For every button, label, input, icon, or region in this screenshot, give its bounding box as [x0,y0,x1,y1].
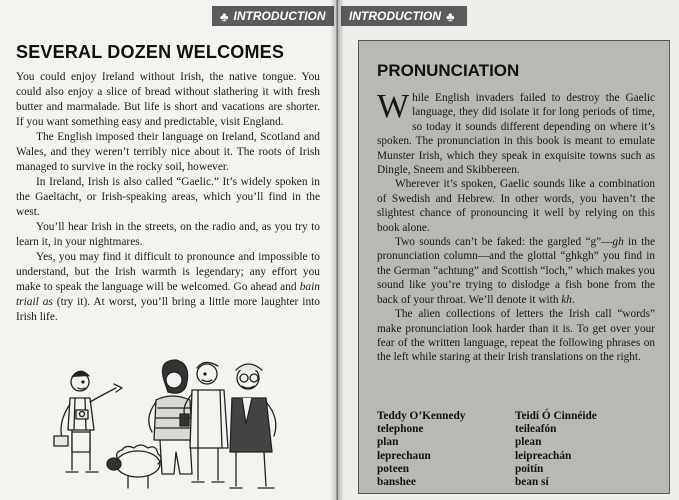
vocab-irish: poitín [515,462,544,475]
section-tab-right [341,6,467,26]
shamrock-icon: ♣ [220,8,229,24]
paragraph [16,250,320,325]
vocab-english: Teddy O’Kennedy [377,410,466,422]
section-tab-label: INTRODUCTION [349,9,441,23]
vocab-irish: Teidí Ó Cinnéide [515,410,597,422]
vocab-irish: plean [515,436,542,449]
paragraph: You could enjoy Ireland without Irish, the native tongue. You could also enjoy a slice of bread without slathering it with fresh butter and marmalade. But life is short and vacations are shorter. If you want something easy and predictable, visit England. [16,71,320,128]
section-tab-left [212,6,334,26]
paragraph: Wherever it’s spoken, Gaelic sounds like a combination of Swedish and Hebrew. In other words, you haven’t the slightest chance of pronouncing it well by relying on this book alone. [377,178,655,234]
vocab-english: telephone [377,423,424,436]
sheep-figure [107,445,161,488]
cartoon-illustration [52,352,282,498]
drop-cap: W [377,88,410,125]
shamrock-icon: ♣ [446,8,455,24]
vocab-list [377,410,657,489]
irish-phrase: bain triail as [16,281,320,308]
paragraph-text: Yes, you may find it difficult to pronounce and impossible to understand, but the Irish warmth is legendary; any effort you make to speak the language will be welcomed. Go ahead and [16,251,320,293]
paragraph: In Ireland, Irish is also called “Gaelic.” It’s widely spoken in the Gaeltacht, or Irish-speaking areas, which you’ll find in the west. [16,176,320,218]
paragraph: The alien collections of letters the Irish call “words” make pronunciation look harder than it is. To get over your fear of the written language, repeat the following phrases on the left while staring at their Irish translations on the right. [377,308,655,364]
body-text [16,70,320,325]
paragraph-text: in the pronunciation column—and the glottal “ghkgh” you find in the German “achtung” and Scottish “loch,” which makes you sound like you’re trying to dislodge a fish bone from the back of your throat. We’ll denote it with [377,236,655,306]
vocab-irish: leipreachán [515,449,572,462]
glasses-man-figure [230,364,276,488]
book-gutter [330,0,344,500]
paragraph: You’ll hear Irish in the streets, on the radio and, as you try to learn it, in your nightmares. [16,221,320,248]
page-title: SEVERAL DOZEN WELCOMES [16,42,285,62]
tourist-figure [54,371,122,472]
paragraph-text: . [571,293,575,306]
box-title: PRONUNCIATION [377,61,520,80]
paragraph-text: Two sounds can’t be faked: the gargled “g”— [395,236,613,249]
vocab-irish: bean sí [515,476,549,489]
paragraph [377,235,655,307]
box-body-text [377,88,655,365]
vocab-english: poteen [377,462,410,475]
vocab-english: banshee [377,476,416,489]
right-page [338,0,679,500]
vocab-english: leprechaun [377,449,431,462]
section-tab-label: INTRODUCTION [233,9,326,23]
pronunciation-box [358,40,670,494]
vocab-irish: teileafón [515,423,557,436]
paragraph-text: (try it). At worst, you’ll bring a little more laughter into Irish life. [16,296,320,323]
paragraph [377,88,655,177]
pronunciation-symbol: gh [612,236,624,249]
left-page [0,0,337,500]
vocab-english: plan [377,436,399,449]
paragraph-text: hile English invaders failed to destroy the Gaelic language, they did isolate it for long periods of time, so today it sounds different depending on where it’s spoken. The pronunciation in this book is meant to emulate Munster Irish, which they speak in exquisite towns such as Dingle, Sneem and Skibbereen. [377,92,655,177]
pronunciation-symbol: kh [561,293,572,306]
paragraph: The English imposed their language on Ireland, Scotland and Wales, and they weren’t terribly nice about it. The roots of Irish managed to survive in the rocky soil, however. [16,131,320,173]
